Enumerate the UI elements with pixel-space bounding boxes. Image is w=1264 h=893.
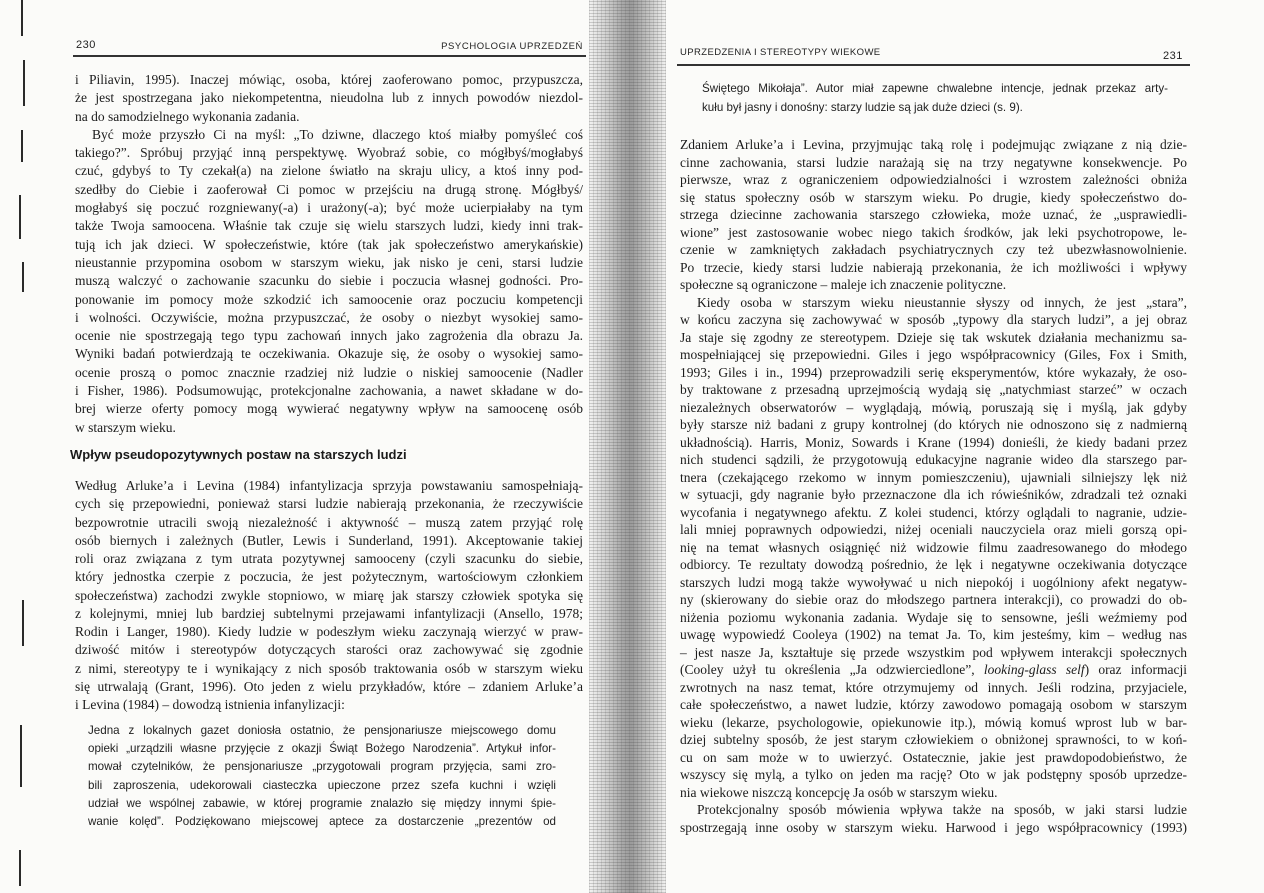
text-line: Według Arluke’a i Levina (1984) infantylizacja sprzyja powstawaniu samospełniają- bbox=[75, 478, 583, 493]
text-line: ocenie nie spostrzegają tego typu zachowań innych jako zagrożenia dla obrazu Ja. bbox=[75, 328, 583, 344]
body-text-section bbox=[75, 477, 583, 714]
text-line: by traktowane z przesadną uprzejmością wydają się „natychmiast starzeć” w oczach bbox=[680, 382, 1187, 397]
text-line-with-italic bbox=[680, 661, 1187, 679]
page-number: 230 bbox=[76, 39, 96, 51]
text-line: nich studenci sądzili, że przygotowują edukacyjne nagranie wideo dla starszego par- bbox=[680, 452, 1187, 467]
text-line: się status społeczny osób w starszym wieku. Po drugie, kiedy społeczeństwo do- bbox=[680, 189, 1187, 205]
text-line: nia wiekowe niszczą koncepcję Ja osób w starszym wieku. bbox=[680, 784, 998, 800]
text-line: lali mniej poprawnych odpowiedzi, niżej oceniali nauczyciela oraz mieli gorszą opi- bbox=[680, 522, 1187, 537]
text-line: czuć, gdybyś to Ty czekał(a) na zielone światło na skraju ulicy, a ktoś inny pod- bbox=[75, 163, 583, 179]
text-line: – jest nasze Ja, kształtuje się przede wszystkim pod wpływem interakcji społecznych bbox=[680, 644, 1187, 660]
text-line: nię na temat własnych osiągnięć niż widzowie filmu zaadresowanego do młodego bbox=[680, 539, 1187, 555]
text-line: Ja staje się zgodny ze stereotypem. Dzieje się tak wskutek działania mechanizmu sa- bbox=[680, 329, 1187, 345]
text-line: społeczne są ograniczone – maleje ich znaczenie polityczne. bbox=[680, 277, 1007, 292]
text-line: odbiorcy. Te rezultaty dowodzą pośrednio, że lęk i negatywne oczekiwania dotyczące bbox=[680, 557, 1187, 572]
text-line: który jednostka czerpie z poczucia, że jest pożytecznym, wartościowym członkiem bbox=[75, 569, 583, 585]
text-line: były starsze niż badani z grupy kontrolnej (do których nie odnoszono się z nadmierną bbox=[680, 417, 1187, 432]
text-line: ny (skierowany do siebie oraz do młodszego partnera interakcji), co prowadzi do ob- bbox=[680, 592, 1187, 607]
text-line: czenie w zamkniętych zakładach psychiatrycznych czy też ubezwłasnowolnienie. bbox=[680, 242, 1187, 257]
text-line: Kiedy osoba w starszym wieku nieustannie słyszy od innych, że jest „stara”, bbox=[697, 294, 1187, 310]
text-line: bezpowrotnie utracili swoją niezależność i aktywność – muszą zatem przyjąć rolę bbox=[75, 514, 583, 530]
text-line: w sytuacji, gdy nagranie było przeznaczone dla ich rówieśników, zdradzali też oznaki bbox=[680, 487, 1187, 502]
text-line: uwagę wypowiedź Cooleya (1902) na temat Ja. To, kim jesteśmy, kim – według nas bbox=[680, 627, 1187, 642]
right-page bbox=[666, 0, 1264, 893]
text-line: starszych ludzi mogą także wywoływać u nich niepokój i uogólniony afekt negatyw- bbox=[680, 574, 1187, 590]
text-line: roli oraz związana z tym utrata pozytywnej samooceny (czyli szacunku do siebie, bbox=[75, 551, 583, 566]
text-line: Protekcjonalny sposób mówienia wpływa także na sposób, w jaki starsi ludzie bbox=[697, 802, 1187, 817]
text-line: tnera (czekającego rzekomo w innym pomieszczeniu), ujawniali silniejszy lęk niż bbox=[680, 469, 1187, 485]
text-line: układnością). Harris, Moniz, Sowards i Krane (1994) donieśli, że kiedy badani przez bbox=[680, 434, 1187, 450]
quote-line: opieki „urządzili własne przyjęcie z okazji Świąt Bożego Narodzenia”. Artykuł infor- bbox=[88, 742, 556, 756]
text-line: strzega dziecinne zachowania starszego człowieka, może uznać, że „usprawiedli- bbox=[680, 207, 1187, 222]
text-line: muszą walczyć o zachowanie szacunku do siebie i poczucia własnej godności. Pro- bbox=[75, 273, 583, 289]
text-line: mospełniającej się przepowiedni. Giles i jego współpracownicy (Giles, Fox i Smith, bbox=[680, 347, 1187, 362]
text-line: i Fisher, 1986). Podsumowując, protekcjonalne zachowania, a nawet składane w do- bbox=[75, 383, 583, 399]
text-line: Wyniki badań potwierdzają te oczekiwania. Okazuje się, że osoby o wysokiej samo- bbox=[75, 346, 583, 362]
quote-line: wanie kolęd”. Podziękowano miejscowej aptece za dostarczenie „prezentów od bbox=[88, 814, 556, 828]
text-line: całe społeczeństwo, a nawet ludzie, którzy zawodowo pomagają osobom w starszym bbox=[680, 697, 1187, 712]
text-line: Rodin i Langer, 1980). Kiedy ludzie w podeszłym wieku zaczynają wierzyć w praw- bbox=[75, 624, 583, 639]
text-line: szedłby do Ciebie i zaoferował Ci pomoc w przejściu na drugą stronę. Mógłbyś/ bbox=[75, 181, 583, 197]
text-line: na do samodzielnego wykonania zadania. bbox=[75, 108, 300, 124]
text-line: pierwsze, wraz z ograniczeniem odpowiedzialności i wzrostem zależności obniża bbox=[680, 172, 1187, 187]
text-line: wszyscy się mylą, a tylko on jeden ma rację? Oto w jak podstępny sposób uprzedze- bbox=[680, 767, 1187, 782]
text-line: Zdaniem Arluke’a i Levina, przyjmując taką rolę i podejmując związane z nią dzie- bbox=[680, 137, 1187, 152]
text-line: w starszym wieku. bbox=[75, 419, 176, 435]
italic-term: looking-glass self bbox=[983, 662, 1085, 677]
quote-line: mował czytelników, że pensjonariusze „przygotowali program przyjęcia, sami zro- bbox=[88, 760, 556, 774]
text-line: wieku (lekarze, psychologowie, opiekunowie itp.), mówią komuś wprost lub w bar- bbox=[680, 714, 1187, 730]
book-spine-fold bbox=[589, 0, 666, 893]
text-line: także Twoja samoocena. Właśnie tak czuje się wielu starszych ludzi, kiedy inni trak- bbox=[75, 218, 583, 234]
block-quote bbox=[88, 722, 556, 831]
text-line: ponowanie im pomocy może szkodzić ich samoocenie oraz poczuciu kompetencji bbox=[75, 291, 583, 307]
quote-line: bili zaproszenia, udekorowali ciasteczka upieczone przez szefa kuchni i wzięli bbox=[88, 778, 556, 792]
text-line: wycofania i negatywnego afektu. Z kolei studenci, którzy oglądali to nagranie, udzie- bbox=[680, 504, 1187, 520]
text-line: cych się przepowiedni, ponieważ starsi ludzie nabierają przekonania, że rzeczywiście bbox=[75, 496, 583, 512]
text-line: 1993; Giles i in., 1994) przeprowadzili serię eksperymentów, które wykazały, że oso- bbox=[680, 364, 1187, 380]
quote-line: Jedna z lokalnych gazet doniosła ostatnio, że pensjonariusze miejscowego domu bbox=[88, 724, 556, 737]
text-line: Po trzecie, kiedy starsi ludzie nabierają przekonania, że ich możliwości i wpływy bbox=[680, 259, 1187, 275]
text-line: ocenie proszą o pomoc znacznie rzadziej niż ludzie o niskiej samoocenie (Nadler bbox=[75, 364, 583, 380]
header-rule bbox=[677, 64, 1190, 66]
text-line: takiego?”. Spróbuj przyjąć inną perspektywę. Wyobraź sobie, co mógłbyś/mogłabyś bbox=[75, 145, 583, 161]
block-quote bbox=[702, 80, 1168, 118]
text-line: z nimi, stereotypy te i wynikający z nich sposób traktowania osób w starszym wieku bbox=[75, 660, 583, 676]
text-line: i wolności. Oczywiście, można przypuszczać, że osoby o niezbyt wysokiej samo- bbox=[75, 309, 583, 325]
text-line: spostrzegają inne osoby w starszym wieku. Harwood i jego współpracownicy (1993) bbox=[680, 819, 1187, 835]
text-line: z kolejnymi, mniej lub bardziej subtelnymi przejawami infantylizacji (Ansello, 1978; bbox=[75, 605, 583, 621]
text-line: się utrwalają (Grant, 1996). Oto jeden z wielu przykładów, które – zdaniem Arluke’a bbox=[75, 678, 583, 694]
header-rule bbox=[73, 55, 586, 57]
text-line: niezależnych obserwatorów – wyglądają, mówią, poruszają się i myślą, jak gdyby bbox=[680, 399, 1187, 415]
left-page bbox=[0, 0, 590, 893]
quote-line: udział we wspólnej zabawie, w której programie znalazło się między innymi śpie- bbox=[88, 796, 556, 810]
text-line: i Levina (1984) – dowodzą istnienia infanylizacji: bbox=[75, 697, 345, 712]
running-title: UPRZEDZENIA I STEREOTYPY WIEKOWE bbox=[680, 47, 881, 58]
quote-line: kułu był jasny i donośny: starzy ludzie są jak duże dzieci (s. 9). bbox=[702, 100, 1023, 114]
text-line: brej wierze oferty pomocy mogą wywierać negatywny wpływ na samoocenę osób bbox=[75, 401, 583, 417]
text-line: cu on sam może w to uwierzyć. Ostatecznie, jakie jest prawdopodobieństwo, że bbox=[680, 749, 1187, 765]
text-line: nieustannie przypomina osobom w starszym wieku, jak nisko je ceni, starsi ludzie bbox=[75, 254, 583, 270]
running-title: PSYCHOLOGIA UPRZEDZEŃ bbox=[441, 41, 583, 52]
text-line: wione” jest zastosowanie wobec niego takich środków, jak leki psychotropowe, le- bbox=[680, 224, 1187, 240]
text-line: społeczeństwa) zachodzi zwykle stopniowo, w miarę jak starszy człowiek spotyka się bbox=[75, 587, 583, 603]
body-text-section bbox=[75, 71, 583, 437]
text-line: dziwość mitów i stereotypów dotyczących starości oraz zachowywać się zgodnie bbox=[75, 642, 583, 658]
text-line: mogłabyś się poczuć rozgniewany(-a) i urażony(-a); być może ucierpiałaby na tym bbox=[75, 200, 583, 216]
text-line: cinne zachowania, starsi ludzie narażają się na trzy negatywne konsekwencje. Po bbox=[680, 154, 1187, 170]
text-line: zwrotnych na nasz temat, które otrzymujemy od innych. Jeśli rodzina, przyjaciele, bbox=[680, 679, 1187, 695]
text-line: i Piliavin, 1995). Inaczej mówiąc, osoba, której zaoferowano pomoc, przypuszcza, bbox=[75, 72, 583, 87]
text-segment: ) oraz informacji bbox=[1084, 662, 1187, 677]
text-line: niżenia poziomu wykonania zadania. Wydaje się to sensowne, jeśli weźmiemy pod bbox=[680, 609, 1187, 625]
text-line: Być może przyszło Ci na myśl: „To dziwne, dlaczego ktoś miałby pomyśleć coś bbox=[92, 126, 583, 142]
text-line: tują ich jak dzieci. W społeczeństwie, które (tak jak społeczeństwo amerykańskie) bbox=[75, 236, 583, 252]
text-line: w końcu zaczyna się zachowywać w sposób „typowy dla starych ludzi”, a jej obraz bbox=[680, 312, 1187, 327]
quote-line: Świętego Mikołaja”. Autor miał zapewne chwalebne intencje, jednak przekaz arty- bbox=[702, 82, 1168, 95]
section-heading: Wpływ pseudopozytywnych postaw na starszych ludzi bbox=[70, 447, 407, 462]
text-segment: (Cooley użył tu określenia „Ja odzwierciedlone”, bbox=[680, 662, 984, 677]
text-line: dziej subtelny sposób, że jest starym człowiekiem o obniżonej sprawności, to w koń- bbox=[680, 732, 1187, 747]
text-line: osób biernych i zależnych (Butler, Lewis i Sunderland, 1991). Akceptowanie takiej bbox=[75, 532, 583, 548]
body-text-section bbox=[680, 136, 1187, 836]
text-line: że jest spostrzegana jako niekompetentna, nieudolna lub z innych powodów niezdol- bbox=[75, 90, 583, 106]
page-number: 231 bbox=[1163, 50, 1183, 62]
